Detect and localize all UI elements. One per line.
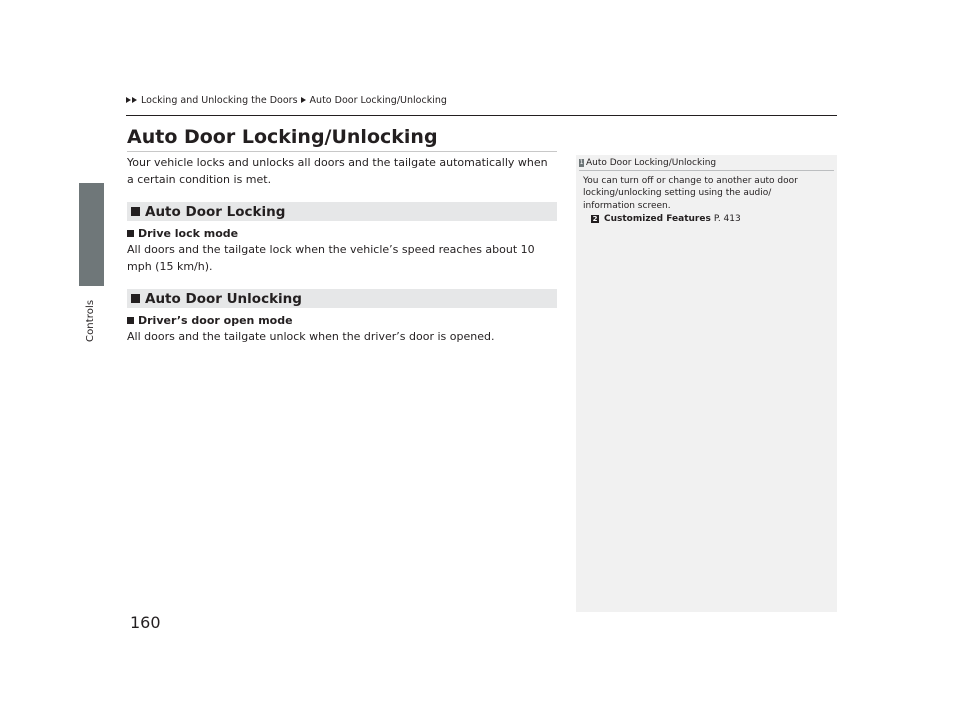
customized-features-link[interactable] [591,214,741,224]
section-header-auto-door-unlocking [127,289,557,308]
section-paragraph: All doors and the tailgate unlock when the driver’s door is opened. [127,330,495,343]
link-page[interactable]: P. 413 [713,214,741,224]
section-square-icon [131,294,140,303]
breadcrumb-arrow-icon [126,97,131,103]
side-note-header [579,158,716,168]
section-header-auto-door-locking [127,202,557,221]
breadcrumb-arrow-icon [132,97,137,103]
page-reference-icon: 2 [592,215,598,223]
subheading-label: Drive lock mode [138,227,239,240]
subheading-drivers-door-open-mode [127,314,293,327]
side-note-title: Auto Door Locking/Unlocking [586,158,717,168]
chapter-label: Controls [85,299,96,342]
section-square-icon [131,207,140,216]
subheading-label: Driver’s door open mode [138,314,293,327]
bullet-square-icon [127,317,134,324]
header-divider [126,115,837,116]
breadcrumb-item[interactable]: Auto Door Locking/Unlocking [309,94,447,106]
chapter-tab-marker [79,183,104,286]
side-note-divider [579,170,834,171]
section-paragraph: All doors and the tailgate lock when the vehicle’s speed reaches about 10 mph (15 km/h). [127,243,535,273]
subheading-drive-lock-mode [127,227,238,240]
side-note-text: You can turn off or change to another auto door locking/unlocking setting using the audio/ information screen. [583,176,798,211]
link-label[interactable]: Customized Features [604,214,711,224]
intro-paragraph: Your vehicle locks and unlocks all doors and the tailgate automatically when a certain condition is met. [127,156,548,186]
breadcrumb-item[interactable]: Locking and Unlocking the Doors [141,94,298,106]
breadcrumb-arrow-icon [301,97,306,103]
note-reference-icon: 1 [579,159,584,166]
title-divider [127,151,557,152]
breadcrumb [126,93,447,107]
section-title: Auto Door Locking [145,203,286,220]
page-title: Auto Door Locking/Unlocking [127,126,438,148]
bullet-square-icon [127,230,134,237]
page-number: 160 [130,613,161,632]
section-title: Auto Door Unlocking [145,290,302,307]
